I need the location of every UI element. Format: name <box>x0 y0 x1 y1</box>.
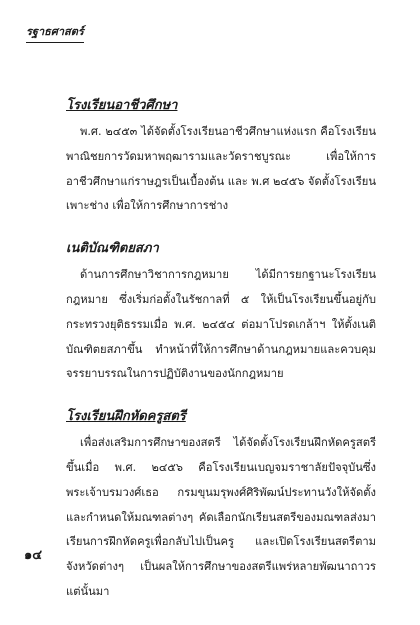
section-bar-association <box>66 239 376 387</box>
section-title: โรงเรียนอาชีวศึกษา <box>66 98 178 113</box>
section-paragraph: พ.ศ. ๒๔๕๓ ได้จัดตั้งโรงเรียนอาชีวศึกษาแห่งแรก คือโรงเรียนพาณิชยการวัดมหาพฤฒารามและวัดราชบูรณะ เพื่อให้การอาชีวศึกษาแก่ราษฎรเป็นเบื้องต้น และ พ.ศ ๒๔๕๖ จัดตั้งโรงเรียนเพาะช่าง เพื่อให้การศึกษาการช่าง <box>66 125 376 213</box>
section-women-teacher-training <box>66 407 376 605</box>
section-paragraph: ด้านการศึกษาวิชาการกฎหมาย ได้มีการยกฐานะโรงเรียนกฎหมาย ซึ่งเริ่มก่อตั้งในรัชกาลที่ ๕ ให้เป็นโรงเรียนขึ้นอยู่กับกระทรวงยุติธรรมเมื่อ พ.ศ. ๒๔๕๔ ต่อมาโปรดเกล้าฯ ให้ตั้งเนติบัณฑิตยสภาขึ้น ทำหน้าที่ให้การศึกษาด้านกฎหมายและควบคุมจรรยาบรรณในการปฏิบัติงานของนักกฎหมาย <box>66 268 376 381</box>
running-header-title: รฐาธศาสตร์ <box>26 22 84 43</box>
section-paragraph: เพื่อส่งเสริมการศึกษาของสตรี ได้จัดตั้งโรงเรียนฝึกหัดครูสตรีขึ้นเมื่อ พ.ศ. ๒๔๕๖ คือโรงเรียนเบญจมราชาลัยปัจจุบันซึ่งพระเจ้าบรมวงศ์เธอ กรมขุนมรุพงศ์ศิริพัฒน์ประทานวังให้จัดตั้งและกำหนดให้มณฑลต่างๆ คัดเลือกนักเรียนสตรีของมณฑลส่งมาเรียนการฝึกหัดครูเพื่อกลับไปเป็นครู และเปิดโรงเรียนสตรีตามจังหวัดต่างๆ เป็นผลให้การศึกษาของสตรีแพร่หลายพัฒนาถาวรแต่นั้นมา <box>66 436 376 598</box>
page-number: ๑๔ <box>24 548 43 563</box>
page-content <box>66 96 376 625</box>
section-title: โรงเรียนฝึกหัดครูสตรี <box>66 409 186 425</box>
section-title: เนติบัณฑิตยสภา <box>66 241 159 257</box>
section-vocational-school <box>66 96 376 219</box>
